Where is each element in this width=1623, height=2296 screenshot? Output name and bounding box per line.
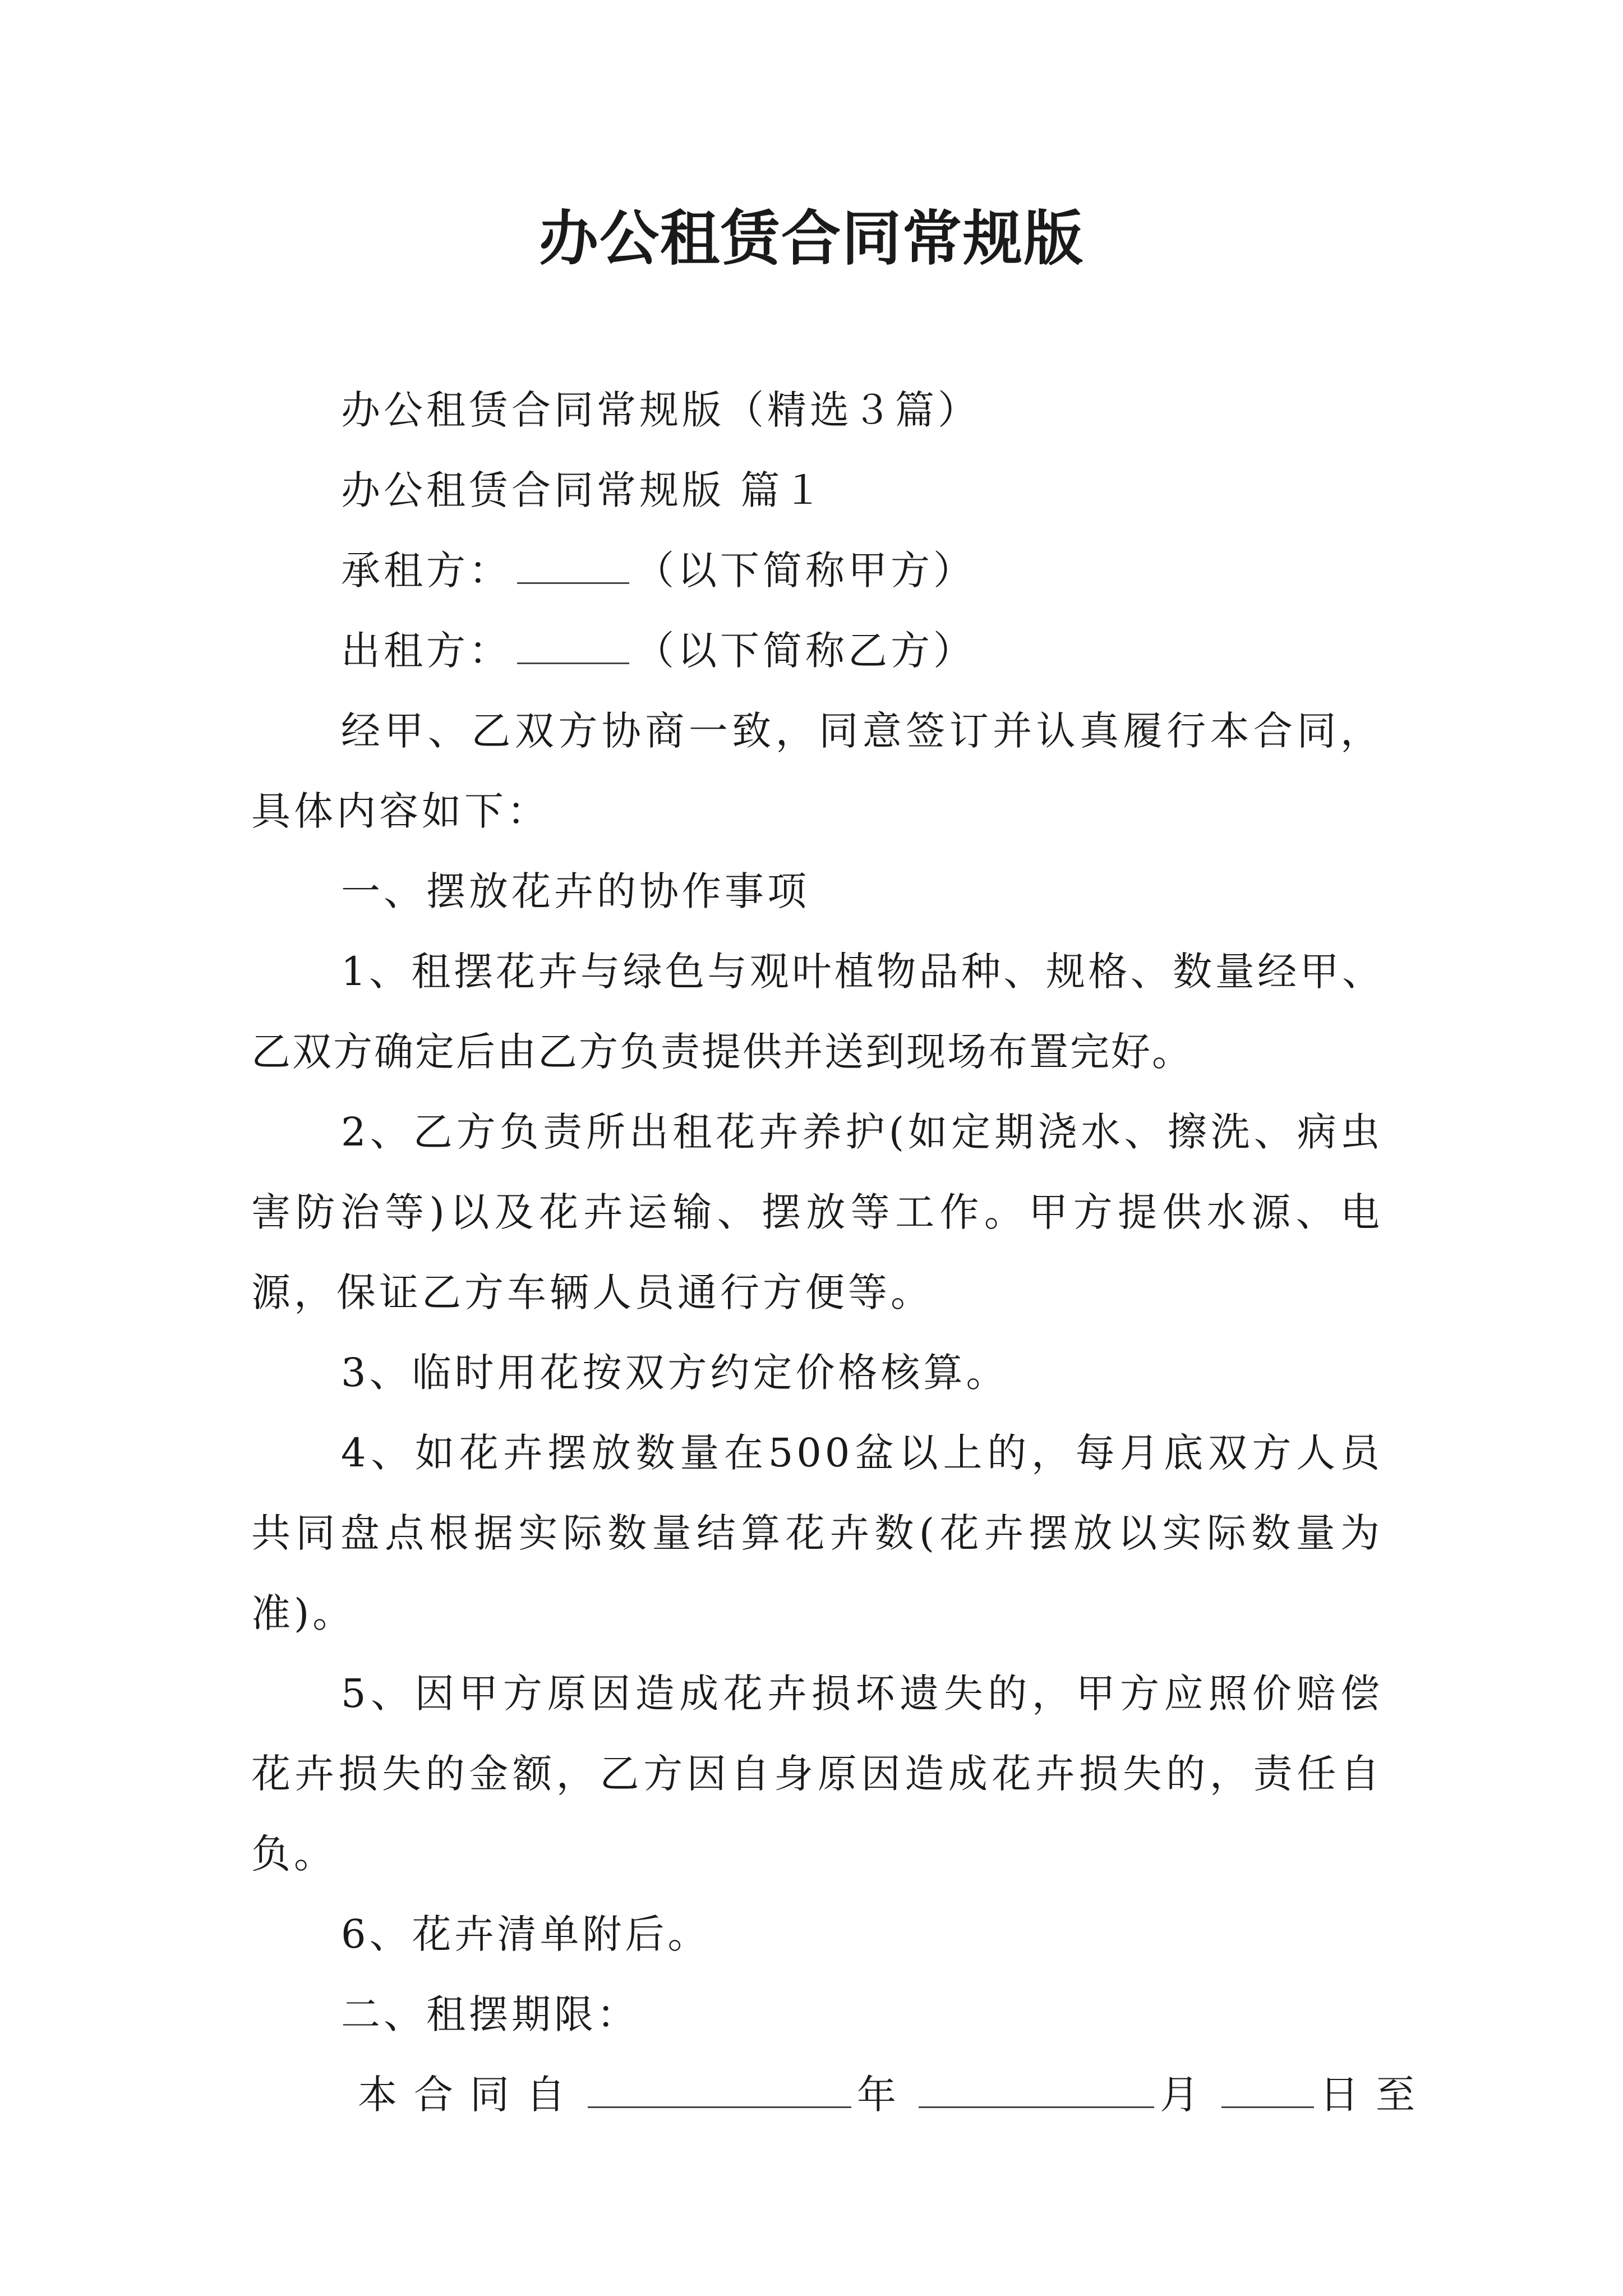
section-heading: 办公租赁合同常规版 篇１	[341, 467, 826, 513]
lessor-suffix: （以下简称乙方）	[635, 628, 976, 674]
part2-heading: 二、租摆期限：	[341, 1991, 639, 2037]
item-4: 4、如花卉摆放数量在500盆以上的，每月底双方人员共同盘点根据实际数量结算花卉数(花卉摆放以实际数量为准)。	[251, 1430, 1383, 1636]
lessee-label: 承租方：	[341, 547, 511, 593]
document-title: 办公租赁合同常规版	[539, 203, 1084, 273]
part1-heading: 一、摆放花卉的协作事项	[341, 868, 810, 914]
term-year-label: 年	[857, 2072, 913, 2118]
lessee-line	[251, 531, 1383, 611]
lessee-suffix: （以下简称甲方）	[635, 547, 976, 593]
term-line	[251, 2055, 1432, 2135]
term-year-blank	[588, 2066, 851, 2108]
lessor-blank	[517, 622, 629, 664]
term-day-blank	[1221, 2066, 1314, 2108]
item-1: 1、租摆花卉与绿色与观叶植物品种、规格、数量经甲、乙双方确定后由乙方负责提供并送到现场布置完好。	[251, 949, 1383, 1075]
item-2: 2、乙方负责所出租花卉养护(如定期浇水、擦洗、病虫害防治等)以及花卉运输、摆放等工作。甲方提供水源、电源，保证乙方车辆人员通行方便等。	[251, 1109, 1383, 1315]
lessee-blank	[517, 542, 629, 584]
term-prefix: 本合同自	[358, 2072, 582, 2118]
lessor-line	[251, 611, 1383, 691]
intro-paragraph: 经甲、乙双方协商一致，同意签订并认真履行本合同，具体内容如下：	[251, 708, 1383, 834]
document-body	[251, 370, 1432, 2135]
lessor-label: 出租方：	[341, 628, 511, 674]
item-5: 5、因甲方原因造成花卉损坏遗失的，甲方应照价赔偿花卉损失的金额，乙方因自身原因造成花卉损失的，责任自负。	[251, 1671, 1383, 1877]
item-6: 6、花卉清单附后。	[341, 1911, 711, 1957]
term-month-label: 月	[1160, 2072, 1216, 2118]
subtitle: 办公租赁合同常规版（精选３篇）	[341, 387, 980, 433]
term-month-blank	[919, 2066, 1154, 2108]
term-day-label: 日至	[1320, 2072, 1432, 2118]
item-3: 3、临时用花按双方约定价格核算。	[341, 1350, 1009, 1396]
